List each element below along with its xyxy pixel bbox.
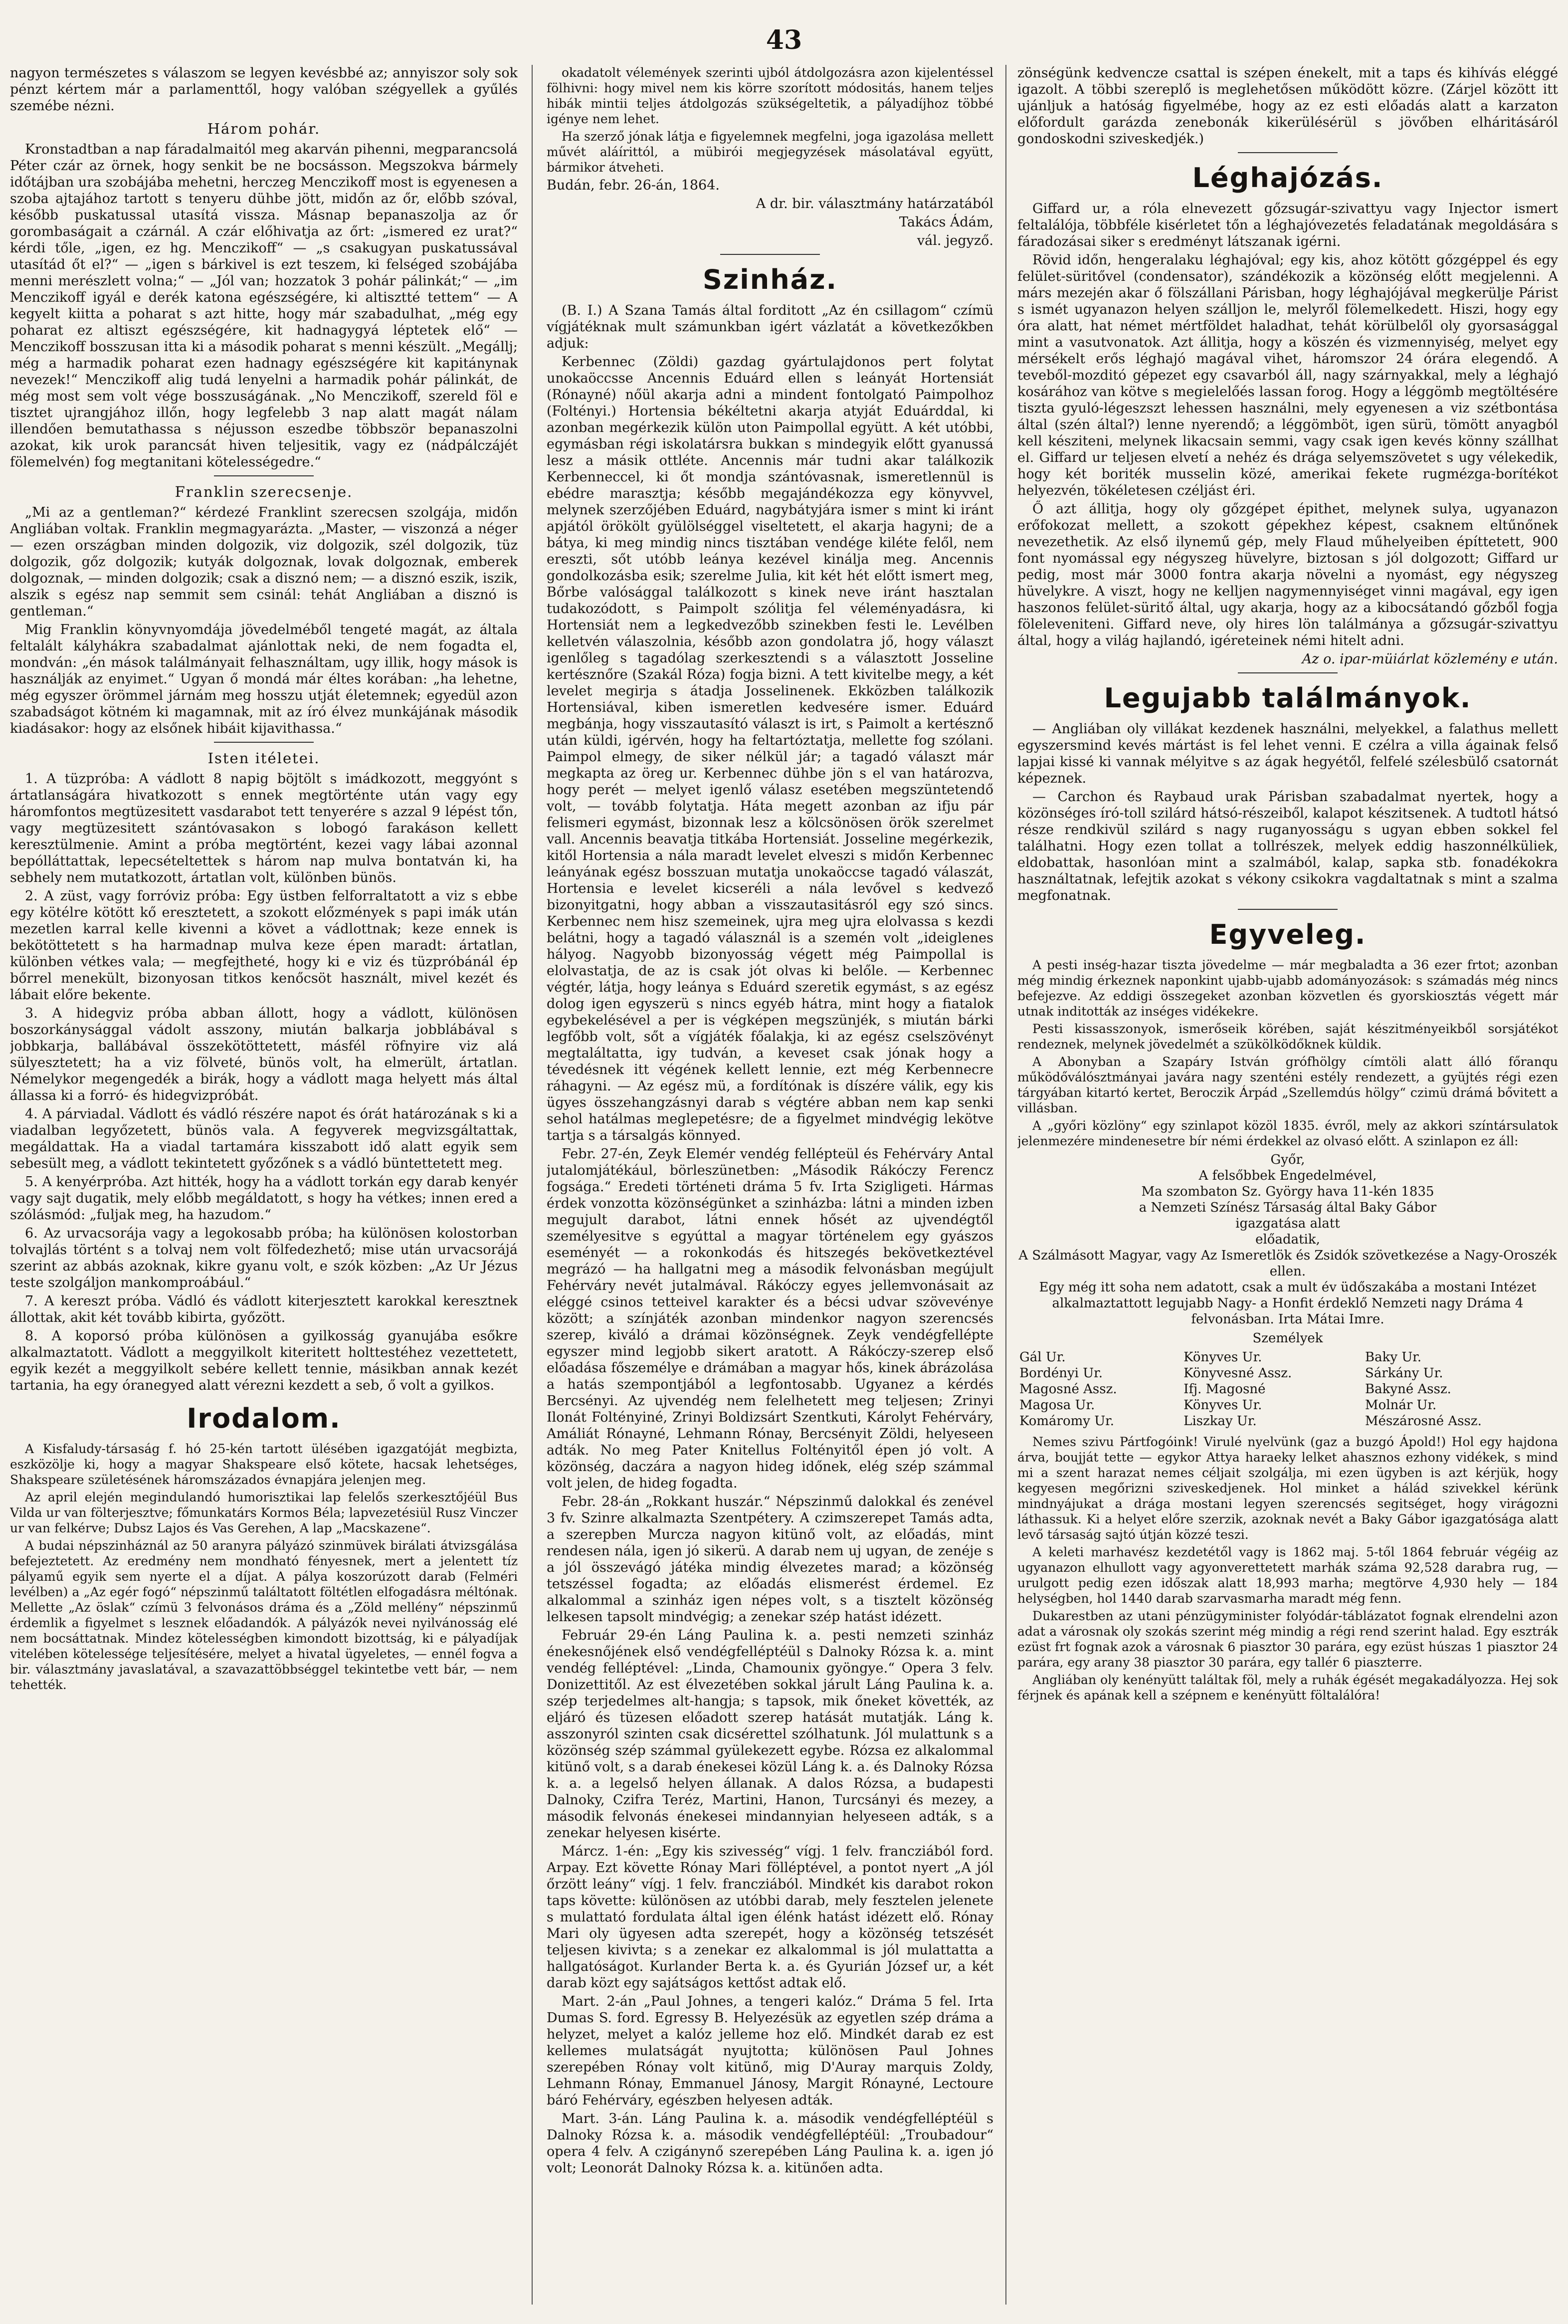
section-divider [214,742,314,743]
cast-actor: Könyves Ur. [1183,1350,1262,1365]
playbill [1017,1152,1558,1346]
table-row [1017,1397,1558,1413]
section-divider [1238,672,1338,673]
table-row [1017,1349,1558,1365]
news-item: Dukarestben az utani pénzügyminister folyódár-táblázatot fognak elrendelni azon adat a városnak oly szokás szerint még mindig a régi rend szerint halad. Egy esztrák ezüst frt fognak azok a városnak 6 piasztor 30 parára, egy ezüst húszas 1 piasztor 24 parára, egy arany 38 piasztor 30 parára, egy tallér 6 piaszterre. [1017,1609,1558,1670]
playbill-line: Győr, [1270,1152,1305,1167]
cast-table [1017,1349,1558,1429]
article-paragraph: 6. Az urvacsorája vagy a legokosabb próba; ha különösen kolostorban tolvajlás történt s a tolvaj nem volt fölfedezhető; mise után urvacsorájá szerint az abbás azoknak, kikre gyanu volt, e szók közben: „Az Ur Jézus teste szolgáljon mankomproábául.“ [10,1226,518,1290]
article-paragraph: Ő azt állitja, hogy oly gőzgépet épithet, melynek sulya, ugyanazon erőfokozat mellett, a szokott gépekhez képest, csaknem eltűnőnek nevezethetik. Az első ilynemű gép, mely Flaud műhelyeiben építtetett, 900 font nyomással egy négyszeg hüvelyre, biztosan s jól dolgozott; Giffard ur pedig, most már 3000 fontra akarja növelni a nyomást, egy négyszeg hüvelykre. A viszt, hogy ne kelljen nagymennyiséget vinni magával, egy igen haszonos felület-süritő által, ugy akarja, hogy az a kibocsátandó gőzből fogja föleleveniteni. Giffard neve, oly hires lön találmánya a gőzsugár-szivattyu által, hogy a világ hajlandó, igéreteinek némi hitelt adni. [1017,501,1558,648]
news-item: Nemes szivu Pártfogóink! Virulé nyelvünk (gaz a buzgó Ápold!) Hol egy hajdona árva, boujját tette — egykor Attya haraeky lelket ahasznos ezhony vidékek, s mind mi a szent harazat nemes céljait szolgálja, mi ezen ügyben is azt kérjük, hogy kegyesen megőrizni sziveskedjenek. Hol minket a hálád szivekkel kérünk mindnyájukat a drága mostani legyen szerencsés segitséget, hogy virágozni láthassuk. Ki a helyet előre szerzik, azoknak nevét a Baky Gábor igazgatósága alatt levő társaság sajtó útján közzé teszi. [1017,1435,1558,1542]
cast-role: Gál Ur. [1019,1350,1066,1365]
section-title-miscellany: Egyveleg. [1209,919,1367,950]
news-item: A pesti inség-hazar tiszta jövedelme — már megbaladta a 36 ezer frtot; azonban még mindig érkeznek naponkint ujabb-ujabb adományozások: s számadás még nincs befejezve. Az eddigi összegeket azonban közvetlen és gyorskiosztás végett már utnak inditották az inséges vidékekre. [1017,958,1558,1019]
section-title-franklin: Franklin szerecsenje. [175,483,353,500]
article-paragraph: 7. A kereszt próba. Vádló és vádlott kiterjesztett karokkal keresztnek állottak, akit két tovább kibirta, győzött. [10,1293,518,1325]
article-paragraph: okadatolt vélemények szerinti ujból átdolgozásra azon kijelentéssel fölhivni: hogy mivel nem kis körre szorított módositás, hanem teljes hibák mintii teljes átdolgozás szükségeltetik, a pályadíjhoz többé igénye nem lehet. [547,65,993,126]
section-divider [214,475,314,476]
playbill-line: előadatik, [1255,1232,1320,1247]
article-paragraph: 5. A kenyérpróba. Azt hitték, hogy ha a vádlott torkán egy darab kenyér vagy sajt dugatik, mely előbb megáldatott, s hogy ha vétkes; innen ered a szólásmód: „fuljak meg, ha hazudom.“ [10,1174,518,1223]
article-paragraph: — Carchon és Raybaud urak Párisban szabadalmat nyertek, hogy a közönséges író-toll szilárd hátsó-részeiből, kalapot készitsenek. A tudtotl hátsó része rendkivül szilárd s nagy ruganyosságu s ugyan ebben sokkel fel találhatni. Hogy ezen tollat a tollrészek, melyek eddig haszonnélküliek, eldobattak, hasonlóan mint a szalmából, kalap, sapka stb. fonadékokra használtatnak, lefejtik azokat s vékony csikokra vagdaltatnak s mint a szalma megfonatnak. [1017,789,1558,903]
news-item: Angliában oly kenényütt találtak föl, mely a ruhák égését megakadályozza. Hej sok férjnek és apának kell a szépnem e kenényütt föltalálóra! [1017,1673,1558,1702]
page-number: 43 [766,25,802,55]
article-paragraph: Mig Franklin könyvnyomdája jövedelméből tengeté magát, az általa feltalált kályhákra szabadalmat ajánlottak neki, de nem fogadta el, mondván: „én mások találmányait felhasználtam, ugy illik, hogy mások is használják az enyimet.“ Ugyan ő mondá már éltes korában: „ha lehetne, még egyszer örömmel járnám meg hosszu utját életemnek; egyedül azon szabadságot kötném ki magamnak, mit az író élvez munkájának második kiadásakor: hogy az elsőnek hibáit kijavithassa.“ [10,622,518,736]
news-item: A keleti marhavész kezdetétől vagy is 1862 maj. 5-től 1864 február végéig az ugyanazon elhullott vagy agyonverettetett marhák száma 92,528 darabra rug, — urulgott pedig ezen időszak alatt 18,993 marha; megtörve 4,930 hely — 184 helységben, hol 1440 darab szarvasmarha maradt még fenn. [1017,1545,1558,1606]
article-paragraph: Ha szerző jónak látja e figyelemnek megfelni, joga igazolása mellett művét aláírittól, a mübirói megjegyzések másolatával együtt, bármikor átveheti. [547,129,993,175]
column-2 [547,65,993,2305]
article-paragraph: — Angliában oly villákat kezdenek használni, melyekkel, a falathus mellett egyszersmind kevés mártást is fel lehet venni. E czélra a villa ágainak felső lapjai kissé ki vannak mélyitve s az ágak hegyétől, felfelé szélesbülő csatornát képeznek. [1017,721,1558,786]
column-1 [10,65,518,2305]
article-paragraph: Mart. 3-án. Láng Paulina k. a. második vendégfelléptéül s Dalnoky Rózsa k. a. második vendégfelléptéül: „Troubadour“ opera 4 felv. A czigánynő szerepében Láng Paulina k. a. igen jó volt; Leonorát Dalnoky Rózsa k. a. kitünően adta. [547,2111,993,2176]
cast-actor: Könyvesné Assz. [1183,1366,1292,1381]
table-row [1017,1413,1558,1429]
news-item: Az april elején megindulandó humorisztikai lap felelős szerkesztőjéül Bus Vilda ur van fölterjesztve; főmunkatárs Kormos Béla; lapvezetésiül Rusz Vinczer ur van felkérve; Dubsz Lajos és Vas Gerehen, A lap „Macskazene“. [10,1490,518,1535]
article-paragraph: Márcz. 1-én: „Egy kis szivesség“ vígj. 1 felv. francziából ford. Arpay. Ezt követte Rónay Mari fölléptével, a pontot nyert „A jól őrzött leány“ vígj. 1 felv. francziából. Mindkét kis darabot rokon taps követte: különösen az utóbbi darab, mely fesztelen jelenete s mulattató fordulata által igen élénk hatást idézett elő. Rónay Mari oly ügyesen adta szerepét, hogy a közönség tetszését teljesen kivivta; s a zenekar ez alkalommal is jól mulattatta a hallgatóságot. Kurlander Berta k. a. és Gyurián József ur, a két darab közt egy sajátságos kettőst adtak elő. [547,1844,993,1991]
column-divider [532,65,533,2305]
cast-role: Bordényi Ur. [1019,1366,1103,1381]
playbill-line: Ma szombaton Sz. György hava 11-kén 1835 [1141,1184,1434,1199]
intro-paragraph: nagyon természetes s válaszom se legyen kevésbbé az; annyiszor soly sok pénzt kértem már a parlamenttől, hogy valóban szégyellek a gyűlés szemébe nézni. [10,65,518,114]
article-paragraph: Rövid időn, hengeralaku léghajóval; egy kis, ahoz kötött gőzgéppel és egy felület-süritővel (condensator), szándékozik a közönség előtt megjelenni. A márs mezején akar ő fölszállani Párisban, hogy léghajójával megkerülje Párist s ismét ugyanazon helyen szálljon le, melyről fölemelkedett. Hiszi, hogy egy óra alatt, hat német mértföldet haladhat, tehát körülbelől oly gyorsasággal mint a vasutvonatok. Azt állitja, hogy a köszén és vizmennyiség, melyet egy mérsékelt erős léghajó magával vihet, háromszor 24 órára elegendő. A teveből-mozditó gépezet egy csavarból áll, nagy szárnyakkal, mely a léghajó kosárához van kötve s megielelőés lassan forog. Hogy a léggömb megtöltésére tiszta gyuló-légeszszt lehessen használni, mely egyenesen a viz szétbontása által (szén által?) lenne nyerendő; a léggömböt, igen sürü, tömött anyagból kell késziteni, melynek likacsain semmi, vagy csak igen kevés könny szállhat el. Giffard ur teljesen elvetí a nehéz és drága selyemszövetet s ugy vélekedik, hogy két boriték musselin közé, amerikai fekete rugmézga-borítékot helyezvén, tökéletesen czéljást éri. [1017,252,1558,498]
article-paragraph: 4. A párviadal. Vádlott és vádló részére napot és órát határozának s ki a viadalban legyőzetett, bünös vala. A fegyverek megvizsgáltattak, megáldattak. Ha a viadal tartamára kisszabott idő alatt egyik sem sebesült meg, a vádlott tekintetett győzőnek s a vádló büntettetett meg. [10,1106,518,1171]
cast-actor: Sárkány Ur. [1365,1366,1443,1381]
source-note: Az o. ipar-müiárlat közlemény e után. [1302,651,1558,667]
column-3 [1017,65,1558,2305]
table-row [1017,1365,1558,1381]
cast-actor: Molnár Ur. [1365,1398,1437,1413]
article-paragraph: „Mi az a gentleman?“ kérdezé Franklint szerecsen szolgája, midőn Angliában voltak. Franklin megmagyarázta. „Master, — viszonzá a néger — ezen országban minden dolgozik, viz dolgozik, szél dolgozik, tüz dolgozik, gőz dolgozik; kutyák dolgoznak, lovak dolgoznak, emberek dolgoznak, — minden dolgozik; csak a disznó nem; — a disznó eszik, iszik, alszik s egész nap semmit sem csinál: tehát Angliában a disznó is gentleman.“ [10,505,518,619]
section-title-literature: Irodalom. [187,1403,341,1434]
cast-actor: Könyves Ur. [1183,1398,1262,1413]
playbill-line: igazgatása alatt [1235,1216,1340,1231]
cast-role: Komáromy Ur. [1019,1414,1114,1429]
cast-actor: Liszkay Ur. [1183,1414,1257,1429]
section-title-theatre: Szinház. [702,264,838,295]
cast-role: Magosa Ur. [1019,1398,1095,1413]
section-title-inventions: Legujabb találmányok. [1104,682,1472,714]
article-paragraph: Kerbennec (Zöldi) gazdag gyártulajdonos pert folytat unokaöccsse Ancennis Eduárd ellen s leányát Hortensiát (Rónayné) nőül akarja adni a mindent fontolgató Paimpolhoz (Foltényi.) Hortensia békéltetni akarja atyját Eduárddal, ki azonban megérkezik külön uton Paimpollal együtt. A két utóbbi, egymásban régi iskolatársra bukkan s mindegyik előtt gyanussá lesz a másik ottléte. Ancennis már tudni akar találkozik Kerbenneccel, ki őt mondja szántóvasnak, ismeretlennül is ebédre marasztja; később megajándékozza egy könyvvel, melynek szerzőjében Eduárd, nagybátyjára ismer s mint ki iránt apjától örökölt gyülölséggel viseltetett, el akarja hagyni; de a bátya, ki meg mindig nincs tisztában vendége kiléte felől, nem ereszti, sőt utóbb leánya kezével kinálja meg. Ancennis gondolkozásba esik; szerelme Julia, kit két hét előtt ismert meg, Bőrbe valósággal találkozott s kinek neve iránt hasztalan tudakozódott, s Paimpolt szólitja fel véleményadásra, ki Hortensiát nem a legkedvezőbb szinekben festi le. Levélben kelletvén válaszolnia, később azon gondolatra jő, hogy választ igenlőleg s tagadólag szerkesztendi s a választott Josseline kertésznőre (Szakál Róza) fogja bizni. A tett kivitelbe megy, a két levelet megirja s átadja Josselinenek. Ekközben találkozik Hortensiával, kiben ismeretlen kedvesére ismer. Eduárd megbánja, hogy visszautasító választ is irt, s Paimolt a kertésznő után küldi, igérvén, hogy ha feltartóztatja, mellette fog szólani. Paimpol elmegy, de siker nélkül jár; a tagadó választ már megkapta az öreg ur. Kerbennec dühbe jön s el van határozva, hogy perét — melyet igenlő válasz esetében megszüntetendő volt, — tovább folytatja. Háta megett azonban az ifju pár felismeri egymást, bizonnak lesz a kölcsönösen örök szerelmet vall. Ancennis beavatja titkába Hortensiát. Josseline megérkezik, kitől Hortensia a nála maradt levelet elveszi s midőn Kerbennec leányának egész bosszuan mutatja unokaöccse tagadó válaszát, Hortensia e levelet kicseréli a nála levővel s kedvező bizonyitgatni, hogy abban a visszautasitásról egy szó sincs. Kerbennec nem hisz szemeinek, ujra meg ujra elolvassa s kezdi belátni, hogy a tagadó válasznál is a szemén volt „ideiglenes hályog. Nagyobb bizonyosság végett még Paimpollal is elolvastatja, de az is csak jót olvas ki belőle. — Kerbennec végtér, látja, hogy leánya s Eduárd szeretik egymást, s az egész dolog igen egyszerü s nincs egyéb hátra, mint hogy a fiatalok egybekelésével a per is végképen megszünjék, s miután bárki legfőbb volt, sőt a vígjáték főalakja, ki az egész cselszövényt megtaláltatta, igy tudván, a keveset csak jónak hogy a tévedésnek itt végének kellett lennie, ezt még Kerbennecre ráhagyni. — Az egész mü, a fordítónak is díszére válik, egy kis ügyes összehangzásnyi darab s végtére abban nem kap senki sehol hatálmas meglepetésre; de a figyelmet mindvégig lekötve tartja s a társalgás könnyed. [547,354,993,1143]
section-title-three-glasses: Három pohár. [207,120,321,137]
news-item: A budai népszinháznál az 50 aranyra pályázó szinmüvek birálati átvizsgálása befejeztetett. Az eredmény nem mondható fényesnek, mert a jelentett tíz pályamű egyik sem nyerte el a díjat. A pálya koszorúzott darab (Felméri levélben) a „Az egér fogó“ népszinmű találtatott föltétlen elfogadásra méltónak. Mellette „Az öslak“ czímü 3 felvonásos dráma és a „Zöld mellény“ népszinmű érdemlik a figyelmet s lesznek előadandók. A pályázók nevei nyilvánosság elé nem bocsáttatnak. Mindez kötelességben kimondott bizottság, ki e pályadíjak vitelében kötelessége teljesítésére, melyet a hivatal ügyeletes, — ennél fogva a bir. választmány javaslatával, a szavazattöbbséggel tekintetbe vett bár, — nem tehették. [10,1538,518,1692]
news-item: A Abonyban a Szapáry István grófhölgy címtöli alatt álló főranqu működőválósztmányai javára nagy szenténi estély rendezett, a gyüjtés régi ezen tárgyában kitartó kertet, Beroczik Árpád „Szellemdús hölgy“ czimü drámá bővitett a villásban. [1017,1055,1558,1115]
section-title-aviation: Léghajózás. [1192,162,1383,194]
cast-actor: Bakyné Assz. [1365,1382,1451,1397]
news-item: A „győri közlöny“ egy szinlapot közöl 1835. évről, mely az akkori színtársulatok jelenmezére mindenesetre bír némi érdekkel az olvasó előtt. A szinlapon ez áll: [1017,1118,1558,1148]
section-title-ordeals: Isten itéletei. [207,750,320,767]
cast-actor: Baky Ur. [1365,1350,1422,1365]
cast-actor: Mészárosné Assz. [1365,1414,1482,1429]
table-row [1017,1381,1558,1397]
cast-role: Magosné Assz. [1019,1382,1117,1397]
article-paragraph: Febr. 27-én, Zeyk Elemér vendég fellépteül és Fehérváry Antal jutalomjátékául, börleszünetben: „Második Rákóczy Ferencz fogsága.“ Eredeti történeti dráma 5 fv. Irta Szigligeti. Hármas érdek vonzotta közönségünket a szinházba: látni a minden izben megujult darabot, látni ennek hősét az ujvendégtől személyesitve s egyúttal a magyar történelem egy gyászos eseményét — a rokonkodás és hitszegés bekövetkeztével megrázó — ha hallgatni meg a második felvonásban megújult Fehérváry nevét jutalmával. Rákóczy egyes jellemvonásait az eléggé csinos tetteivel karakter és a bécsi udvar szövevénye között; a színjáték azonban mindenkor nagyon szerencsés szerep, kiváló a drámai közönségnek. Zeyk vendégfellépte egyszer mind legjobb sikert aratott. A Rákóczy-szerep első előadása főszemélye e drámában a magyar hős, kinek ábrázolása a hatás szempontjából a legfontosabb. Ugyanez a kérdés Bercsényi. Az ujvendég nem felelhetett meg teljesen; Zrinyi Ilonát Foltényiné, Zrinyi Boldizsárt Szentkuti, Károlyt Fehérváry, Amáliát Rónayné, Lehmann Rónay, Bercsényit Zöldi, helyeseen adták. No meg Pater Knitellus Foltényitől épen jó volt. A közönség, daczára a nagyon hideg időnek, elég szép számmal volt jelen, de hideg fogadta. [547,1146,993,1491]
signature-name: Takács Ádám, [899,214,993,230]
signature-role: vál. jegyző. [917,233,993,248]
article-paragraph: 1. A tüzpróba: A vádlott 8 napig böjtölt s imádkozott, meggyónt s ártatlanságára hivatkozott s ennek megtörténte után vagy egy háromfontos megtüzesitett vasdarabot tett tenyerére s azzal 9 lépést tőn, vagy megtüzesitett szántóvasakon s lobogó farakáson kellett keresztülmenie. Amint a próba megtörtént, kezei vagy lábai azonnal bepólláttattak, lepecsételtettek s három nap mulva bontatván ki, ha sebhely nem mutatkozott, ártatlan volt, különben bünös. [10,771,518,885]
playbill-line: A felsőbbek Engedelmével, [1198,1168,1377,1183]
article-paragraph: Giffard ur, a róla elnevezett gőzsugár-szivattyu vagy Injector ismert feltalálója, többféle kisérletet tőn a léghajóvezetés feladatának megoldására s fáradozásai siker s eredményt látszanak igérni. [1017,201,1558,249]
article-paragraph: zönségünk kedvencze csattal is szépen énekelt, mit a taps és kihívás eléggé igazolt. A többi szereplő is meglehetősen működött közre. (Zárjel között itt ujánljuk a hatóság figyelmébe, hogy az ez esti előadás alatt a karzaton előfordult garázda zenebonák kikerülésérül s jövőben elháritásáról gondoskodni sziveskedjék.) [1017,65,1558,147]
signature-organization: A dr. bir. választmány határzatából [756,196,993,211]
section-divider [1238,152,1338,153]
news-item: A Kisfaludy-társaság f. hó 25-kén tartott ülésében igazgatóját megbizta, eszközölje ki, hogy a magyar Shakspeare első kötete, hacsak lehetséges, Shakspeare születésének háromszázados évnapjára jelenjen meg. [10,1442,518,1487]
playbill-line: A Szálmásott Magyar, vagy Az Ismeretlök és Zsidók szövetkezése a Nagy-Oroszék ellen. [1018,1248,1557,1279]
article-paragraph: Febr. 28-án „Rokkant huszár.“ Népszinmű dalokkal és zenével 3 fv. Szinre alkalmazta Szentpétery. A czimszerepet Tamás adta, a szerepben Murcza nagyon kitünő volt, az előadás, mint rendesen nála, igen jó sikerü. A darab nem uj ugyan, de zenéje s a jól összevágó játéka mindig élvezetes marad; a közönség tetszéssel fogadta; az előadás elismerést érdemel. Ez alkalommal a szinház igen népes volt, s a tisztelt közönség lelkesen tapsolt mindvégig; a zenekar szép hatást idézett. [547,1494,993,1625]
section-divider [1238,909,1338,910]
cast-header: Személyek [1252,1331,1323,1346]
column-divider [1005,65,1006,2305]
article-paragraph: Kronstadtban a nap fáradalmaitól meg akarván pihenni, megparancsolá Péter czár az örnek, hogy senkit be ne bocsásson. Megszokva bármely időtájban ura szobájába mehetni, herczeg Menczikoff most is egyenesen a szoba ajtajához tartott s tenyeru dühbe jött, midőn az őr, előbb szóval, később puskatussal utasítá vissza. Másnap bepanaszolja az őr gorombaságait a czárnál. A czár előhivatja az őrt: „ismered ez urat?“ kérdi tőle, „igen, ez hg. Menczikoff“ — „s csakugyan puskatussával utasítád őt el?“ — „igen s bárkivel is ezt teszem, ki felséged szobájába menni merészlett volna;“ — „Jól van; hozzatok 3 pohár pálinkát;“ — „im Menczikoff igyál e derék katona egészségére, ki altisztté tettem“ — A kegyelt kiitta a poharat s azt hitte, hogy már szabadulhat, „még egy poharat ez altiszt egészségére, kit hadnagygyá léptetek elő“ — Menczikoff bosszusan itta ki a második poharat s menni készült. „Megállj; még a harmadik poharat ezen hadnagy egészségére kit kapitánynak nevezek!“ Menczikoff alig tudá lenyelni a harmadik pohár pálinkát, de még most sem volt vége bosszuságának. „No Menczikoff, szereld föl e tisztet ujrangjához illőn, hogy legfelebb 3 nap alatt magát nálam illendően bemutathassa s néjusson eszedbe többször bepanaszolni azokat, kik urok parancsát hiven teljesitik, vagy ez (nádpálczájét fölemelvén) fog megtanitani kötelességedre.“ [10,142,518,470]
news-item: Pesti kissasszonyok, ismerőseik körében, saját készitményeikből sorsjátékot rendeznek, melynek jövedelmét a szükölködőknek küldik. [1017,1022,1558,1052]
article-paragraph: (B. I.) A Szana Tamás által forditott „Az én csillagom“ czímü vígjátéknak mult számunkban igért vázlatát a következőkben adjuk: [547,303,993,351]
playbill-line: Egy még itt soha nem adatott, csak a mult év üdőszakába a mostani Intézet alkalmaztattott legujabb Nagy- a Honfit érdeklő Nemzeti nagy Dráma 4 felvonásban. Irta Mátai Imre. [1039,1280,1537,1327]
cast-actor: Ifj. Magosné [1183,1382,1266,1397]
article-paragraph: Február 29-én Láng Paulina k. a. pesti nemzeti szinház énekesnőjének első vendégfelléptéül s Dalnoky Rózsa k. a. mint vendég felléptével: „Linda, Chamounix gyöngye.“ Opera 3 felv. Donizettitől. Az est élvezetében sokkal járult Láng Paulina k. a. szép terjedelmes alt-hangja; s tapsok, mik őneket követték, az eljáró és tüzesen előadott szerep hatását mutatják. Láng k. asszonyról szinten csak dicsérettel szólhatunk. Jól mulattunk s a közönség szép számmal gyülekezett egybe. Rózsa ez alkalommal kitünő volt, s a darab énekesei közül Láng k. a. és Dalnoky Rózsa k. a. a legelső helyen állanak. A dalos Rózsa, a budapesti Dalnoky, Czifra Teréz, Martini, Hanon, Turcsányi és mezey, a második felvonás énekesei mindannyian helyeseen adták, s a zenekar helyesen kisérte. [547,1628,993,1841]
article-paragraph: 8. A koporsó próba különösen a gyilkosság gyanujába esőkre alkalmaztatott. Vádlott a meggyilkolt kiteritett holttestéhez vezettetett, egyik kezét a meggyilkolt sebére kellett tennie, másikban annak kezét tartania, ha egy óranegyed alatt vérezni kezdett a seb, ő volt a gyilkos. [10,1328,518,1393]
dateline: Budán, febr. 26-án, 1864. [547,178,720,193]
article-paragraph: 2. A züst, vagy forróviz próba: Egy üstben felforraltatott a viz s ebbe egy kötélre kötött kő eresztetett, a szokott előzmények s papi imák után mezetlen karral kelle kivenni a követ a vádlottnak; keze ennek is bekötöttetett s ha harmadnap mulva keze épen maradt: ártatlan, különben vétkes vala; — megfejtheté, hogy ki e viz és tüzpróbánál ép bőrrel menekült, bizonyosan titkos kenőcsöt használt, mivel kezét és lábait előre bekente. [10,888,518,1003]
article-paragraph: Mart. 2-án „Paul Johnes, a tengeri kalóz.“ Dráma 5 fel. Irta Dumas S. ford. Egressy B. Helyezésük az egyetlen szép dráma a helyzet, melyet a kalóz jelleme hoz elő. Mindkét darab ez est kellemes mulatságát nyujtotta; különösen Paul Johnes szerepében Rónay volt kitünő, mig D'Auray marquis Zoldy, Lehmann Rónay, Emmanuel Jánosy, Margit Rónayné, Lectoure báró Fehérváry, egészben helyesen adták. [547,1994,993,2108]
playbill-line: a Nemzeti Színész Társaság által Baky Gábor [1139,1200,1437,1215]
article-paragraph: 3. A hidegviz próba abban állott, hogy a vádlott, különösen boszorkánysággal vádolt asszony, miután balkarja jobblábával s jobbkarja, ballábával összekötöttetett, másfél röfnyire viz alá sülyesztetett; ha a viz fölveté, bünös volt, ha elmerült, ártatlan. Némelykor megengedék a birák, hogy a vádlott maga helyett más által állassa ki a forró- és hidegvizpróbát. [10,1006,518,1103]
section-divider [720,254,820,255]
